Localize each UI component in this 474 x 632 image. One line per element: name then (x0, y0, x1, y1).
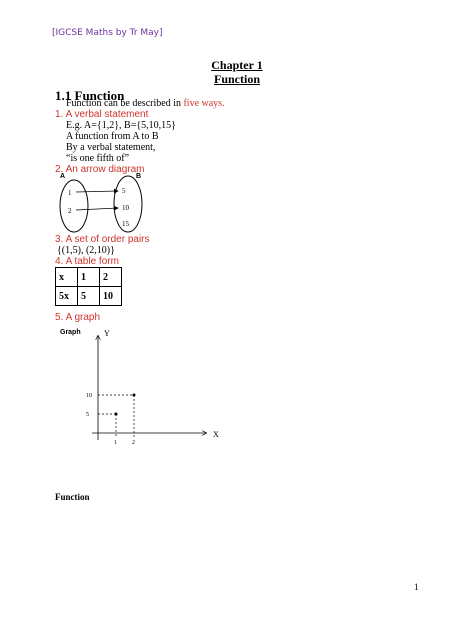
mapping-arrow-2 (76, 208, 118, 210)
set-a-element-1: 1 (68, 189, 72, 197)
item-verbal-statement: 1. A verbal statement (55, 109, 149, 120)
y-tick-label: 5 (86, 412, 89, 418)
set-a-element-2: 2 (68, 207, 72, 215)
function-line: A function from A to B (66, 131, 159, 142)
arrow-diagram (56, 172, 146, 234)
table-cell: 1 (78, 268, 100, 287)
y-axis-label: Y (104, 329, 110, 338)
chapter-subtitle: Function (213, 72, 260, 86)
ordered-pairs: {(1,5), (2,10)} (57, 245, 115, 256)
graph-title: Graph (60, 329, 81, 336)
page-number: 1 (414, 582, 419, 592)
chapter-title: Chapter 1 (211, 58, 263, 72)
set-a-label: A (60, 173, 66, 180)
header-note: [IGCSE Maths by Tr May] (52, 28, 163, 38)
table-cell: x (56, 268, 78, 287)
x-tick-label: 2 (132, 440, 135, 446)
set-b-label: B (136, 173, 142, 180)
table-cell: 5 (78, 287, 100, 306)
table-row (56, 268, 122, 287)
table-cell: 5x (56, 287, 78, 306)
section-title: 1.1 Function (55, 88, 125, 103)
verbal-line: By a verbal statement, (66, 142, 156, 153)
y-tick-label: 10 (86, 393, 92, 399)
set-b-element-3: 15 (122, 220, 129, 228)
set-a-ellipse (60, 180, 88, 232)
item-graph: 5. A graph (55, 312, 101, 323)
table-cell: 10 (100, 287, 122, 306)
footer-heading: Function (55, 492, 90, 502)
table-cell: 2 (100, 268, 122, 287)
item-table-form: 4. A table form (55, 256, 119, 267)
set-b-element-2: 10 (122, 204, 129, 212)
intro-prefix: Function can be described in (66, 98, 184, 109)
intro-highlight: five ways. (183, 98, 225, 109)
example-line: E.g. A={1,2}, B={5,10,15} (66, 120, 176, 131)
quote-line: “is one fifth of” (66, 153, 130, 164)
x-tick-label: 1 (114, 440, 117, 446)
x-axis-label: X (213, 430, 219, 439)
item-ordered-pairs: 3. A set of order pairs (55, 234, 150, 245)
data-point (133, 394, 136, 397)
mapping-arrow-1 (76, 191, 118, 192)
data-point (115, 413, 118, 416)
set-b-element-1: 5 (122, 187, 126, 195)
item-arrow-diagram: 2. An arrow diagram (55, 164, 145, 175)
table-row (56, 287, 122, 306)
graph-figure (58, 322, 228, 462)
value-table (55, 267, 122, 306)
